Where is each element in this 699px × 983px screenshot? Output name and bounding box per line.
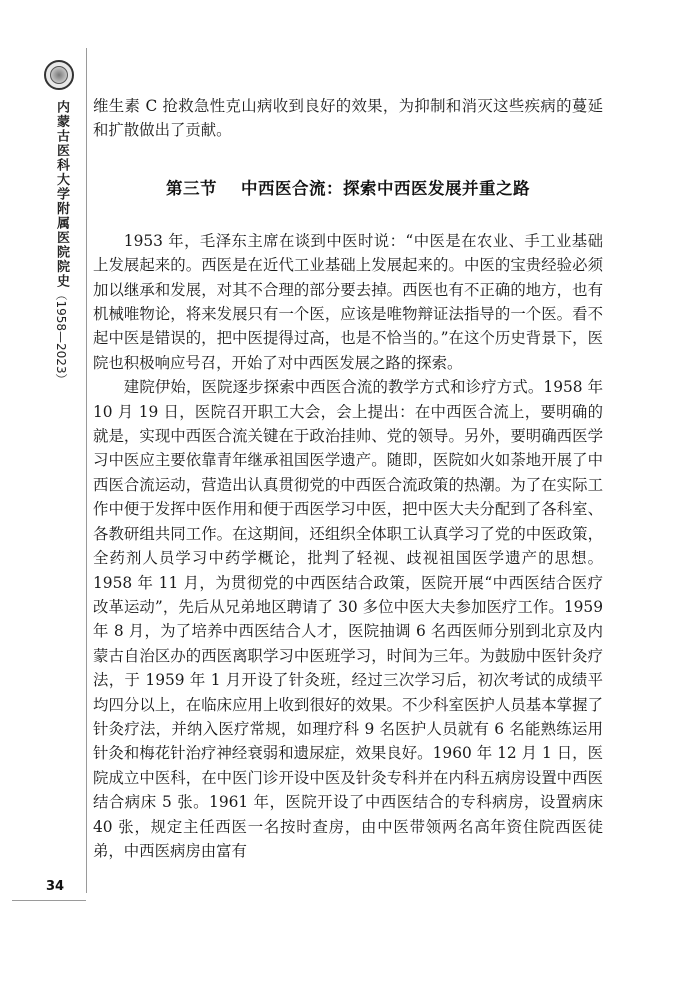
section-heading	[93, 175, 603, 199]
university-logo	[44, 60, 74, 90]
paragraph: 1953 年，毛泽东主席在谈到中医时说：“中医是在农业、手工业基础上发展起来的。西医是在近代工业基础上发展起来的。中医的宝贵经验必须加以继承和发展，对其不合理的部分要去掉。西医也有不正确的地方，也有机械唯物论，将来发展只有一个医，应该是唯物辩证法指导的一个医。看不起中医是错误的，把中医提得过高，也是不恰当的。”在这个历史背景下，医院也积极响应号召，开始了对中西医发展之路的探索。	[93, 231, 603, 372]
sidebar-divider	[86, 48, 87, 893]
page-body	[93, 94, 603, 863]
section-title: 中西医合流：探索中西医发展并重之路	[241, 178, 530, 198]
page-number-rule	[12, 900, 86, 901]
logo-emblem	[50, 66, 68, 84]
paragraph: 建院伊始，医院逐步探索中西医合流的教学方式和诊疗方式。1958 年 10 月 19 日，医院召开职工大会，会上提出：在中西医合流上，要明确的就是，实现中西医合流关键在于政治挂帅、党的领导。另外，要明确西医学习中医应主要依靠青年继承祖国医学遗产。随即，医院如火如荼地开展了中西医合流运动，营造出认真贯彻党的中西医合流政策的热潮。为了在实际工作中便于发挥中医作用和便于西医学习中医，把中医大夫分配到了各科室、各教研组共同工作。在这期间，还组织全体职工认真学习了党的中医政策，全药剂人员学习中药学概论，批判了轻视、歧视祖国医学遗产的思想。1958 年 11 月，为贯彻党的中西医结合政策，医院开展“中西医结合医疗改革运动”，先后从兄弟地区聘请了 30 多位中医大夫参加医疗工作。1959 年 8 月，为了培养中西医结合人才，医院抽调 6 名西医师分别到北京及内蒙古自治区办的西医离职学习中医班学习，时间为三年。为鼓励中医针灸疗法，于 1959 年 1 月开设了针灸班，经过三次学习后，初次考试的成绩平均四分以上，在临床应用上收到很好的效果。不少科室医护人员基本掌握了针灸疗法，并纳入医疗常规，如理疗科 9 名医护人员就有 6 名能熟练运用针灸和梅花针治疗神经衰弱和遗尿症，效果良好。1960 年 12 月 1 日，医院成立中医科，在中医门诊开设中医及针灸专科并在内科五病房设置中西医结合病床 5 张。1961 年，医院开设了中西医结合的专科病房，设置病床 40 张，规定主任西医一名按时查房，由中医带领两名高年资住院西医徒弟，中西医病房由富有	[93, 378, 603, 860]
book-years: （1958—2023）	[54, 288, 68, 386]
section-number: 第三节	[166, 178, 217, 198]
book-title: 内蒙古医科大学附属医院院史	[54, 100, 69, 289]
book-title-vertical	[51, 100, 71, 386]
page-number: 34	[45, 879, 65, 894]
sidebar	[0, 0, 86, 983]
paragraph-continued: 维生素 C 抢救急性克山病收到良好的效果，为抑制和消灭这些疾病的蔓延和扩散做出了贡献。	[93, 97, 603, 140]
